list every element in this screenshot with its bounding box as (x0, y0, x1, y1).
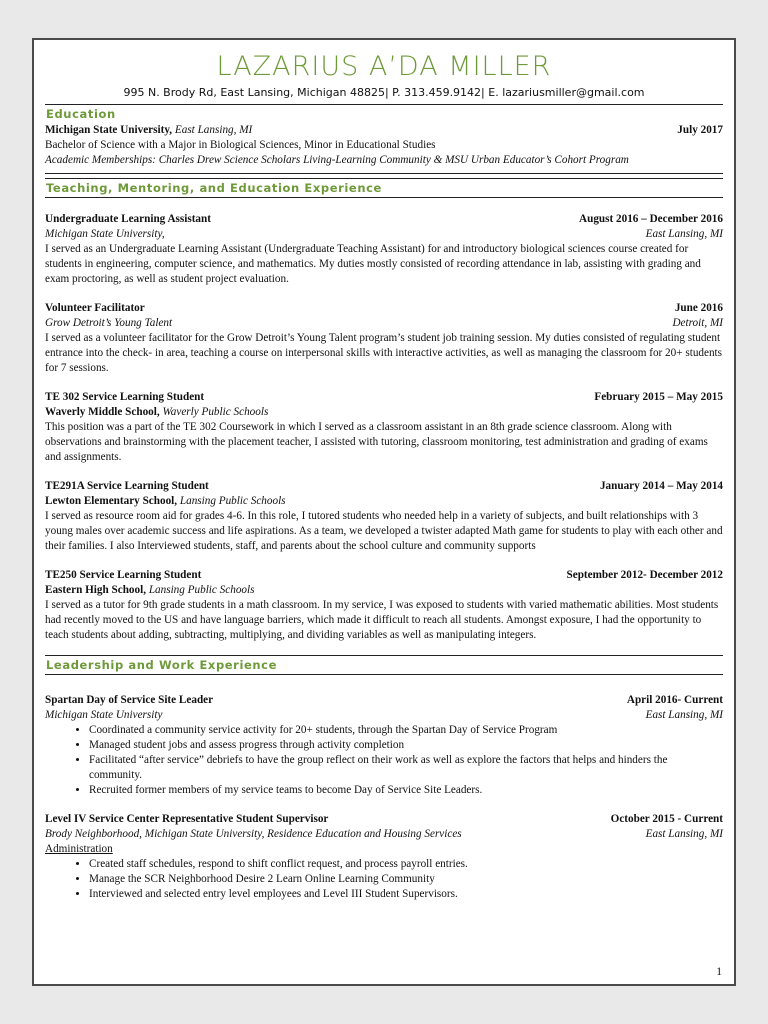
teaching-entry (45, 390, 723, 465)
entry-subheading: Administration (45, 843, 113, 855)
education-school-line (45, 123, 252, 138)
entry-title: TE250 Service Learning Student (45, 569, 202, 581)
entry-org-row (45, 708, 723, 723)
entry-org-row (45, 227, 723, 242)
entry-location: East Lansing, MI (645, 709, 723, 721)
entry-org: Michigan State University (45, 709, 163, 721)
teaching-entry (45, 301, 723, 376)
education-location: East Lansing, MI (174, 124, 253, 136)
entry-org-row (45, 316, 723, 331)
entry-bullet-list (45, 857, 723, 902)
page-number: 1 (716, 966, 722, 978)
entry-title: TE291A Service Learning Student (45, 480, 209, 492)
entry-description: I served as an Undergraduate Learning Assistant (Undergraduate Teaching Assistant) for and introductory biological sciences course created for students in engineering, computer science, and mathematics. My duties mostly consisted of recording attendance in lab, assisting with grading and exam proctoring, as well as student project evaluation. (45, 243, 701, 285)
entry-date: August 2016 – December 2016 (579, 213, 723, 225)
education-memberships: Academic Memberships: Charles Drew Science Scholars Living-Learning Community & MSU Urban Educator’s Cohort Program (45, 154, 629, 166)
entry-title: Spartan Day of Service Site Leader (45, 694, 214, 706)
entry-bullet-list (45, 723, 723, 798)
entry-district: Waverly Public Schools (162, 406, 269, 418)
teaching-entry (45, 212, 723, 287)
section-heading-leadership: Leadership and Work Experience (45, 655, 723, 675)
teaching-entry (45, 568, 723, 643)
entry-title-row (45, 568, 723, 583)
resume-name: LAZARIUS A’DA MILLER (216, 51, 552, 82)
entry-description: This position was a part of the TE 302 Coursework in which I served as a classroom assistant in an 8th grade science classroom. Along with observations and brainstorming with the placement teacher, I assisted with tutoring, classroom monitoring, test administration and grading of exams and assignments. (45, 421, 708, 463)
entry-org: Brody Neighborhood, Michigan State University, Residence Education and Housing Services (45, 828, 462, 840)
education-degree: Bachelor of Science with a Major in Biological Sciences, Minor in Educational Studies (45, 139, 436, 151)
entry-school-row (45, 405, 723, 420)
entry-title-row (45, 479, 723, 494)
entry-title: Level IV Service Center Representative Student Supervisor (45, 813, 329, 825)
education-header-row (45, 123, 723, 138)
entry-description: I served as a tutor for 9th grade students in a math classroom. In my service, I was exposed to students with varied mathematic abilities. Most students had recently moved to the US and have language barriers, which made it difficult to reach all students. Amongst exposure, I had the opportunity to teach students about adding, subtracting, multiplying, and dividing variables as well as manipulating integers. (45, 599, 719, 641)
bullet-item: • Interviewed and selected entry level employees and Level III Student Supervisors. (89, 887, 723, 902)
bullet-item: • Managed student jobs and assess progress through activity completion (89, 738, 723, 753)
contact-line: 995 N. Brody Rd, East Lansing, Michigan 48825| P. 313.459.9142| E. lazariusmiller@gmail.com (123, 86, 645, 99)
leadership-entry (45, 693, 723, 798)
education-date: July 2017 (677, 124, 723, 136)
section-heading-education: Education (45, 104, 723, 123)
entry-district: Lansing Public Schools (179, 495, 286, 507)
entry-date: October 2015 - Current (610, 813, 723, 825)
entry-school: Eastern High School, (45, 584, 147, 596)
entry-date: June 2016 (674, 302, 723, 314)
entry-title-row (45, 212, 723, 227)
section-heading-teaching: Teaching, Mentoring, and Education Experience (45, 178, 723, 198)
entry-date: February 2015 – May 2015 (594, 391, 723, 403)
entry-location: East Lansing, MI (645, 828, 723, 840)
bullet-item: • Facilitated “after service” debriefs to have the group reflect on their work as well as explore the factors that helps and hinders the community. (89, 753, 723, 783)
bullet-item: • Coordinated a community service activity for 20+ students, through the Spartan Day of Service Program (89, 723, 723, 738)
entry-org: Michigan State University, (45, 228, 165, 240)
entry-date: September 2012- December 2012 (566, 569, 723, 581)
entry-org: Grow Detroit’s Young Talent (45, 317, 173, 329)
entry-title-row (45, 390, 723, 405)
entry-district: Lansing Public Schools (148, 584, 255, 596)
resume-page (32, 38, 736, 986)
entry-school-row (45, 494, 723, 509)
teaching-entry (45, 479, 723, 554)
entry-location: East Lansing, MI (645, 228, 723, 240)
entry-school-row (45, 583, 723, 598)
entry-date: April 2016- Current (626, 694, 723, 706)
entry-title: TE 302 Service Learning Student (45, 391, 205, 403)
entry-description: I served as a volunteer facilitator for the Grow Detroit’s Young Talent program’s student job training session. My duties consisted of regulating student entrance into the check- in area, teaching a course on interpersonal skills with interactive activities, as well as managing the classroom for 20+ students for 7 sessions. (45, 332, 723, 374)
bullet-item: • Recruited former members of my service teams to become Day of Service Site Leaders. (89, 783, 723, 798)
leadership-section (45, 693, 723, 902)
entry-date: January 2014 – May 2014 (599, 480, 723, 492)
entry-title-row (45, 301, 723, 316)
bullet-item: • Created staff schedules, respond to shift conflict request, and process payroll entries. (89, 857, 723, 872)
entry-title-row (45, 693, 723, 708)
entry-location: Detroit, MI (672, 317, 723, 329)
entry-title: Volunteer Facilitator (45, 302, 145, 314)
entry-title-row (45, 812, 723, 827)
education-school: Michigan State University, (45, 124, 173, 136)
entry-school: Lewton Elementary School, (45, 495, 178, 507)
entry-school: Waverly Middle School, (45, 406, 160, 418)
entry-org-row (45, 827, 723, 842)
leadership-entry (45, 812, 723, 902)
bullet-item: • Manage the SCR Neighborhood Desire 2 Learn Online Learning Community (89, 872, 723, 887)
education-section (45, 123, 723, 174)
entry-description: I served as resource room aid for grades 4-6. In this role, I tutored students who needed help in a variety of subjects, and built relationships with 3 young males over academic success and life aspirations. As a team, we developed a twister adapted Math game for students to play with each other and their families. I also Interviewed students, staff, and parents about the school culture and community supports (45, 510, 723, 552)
entry-title: Undergraduate Learning Assistant (45, 213, 211, 225)
teaching-section (45, 212, 723, 649)
